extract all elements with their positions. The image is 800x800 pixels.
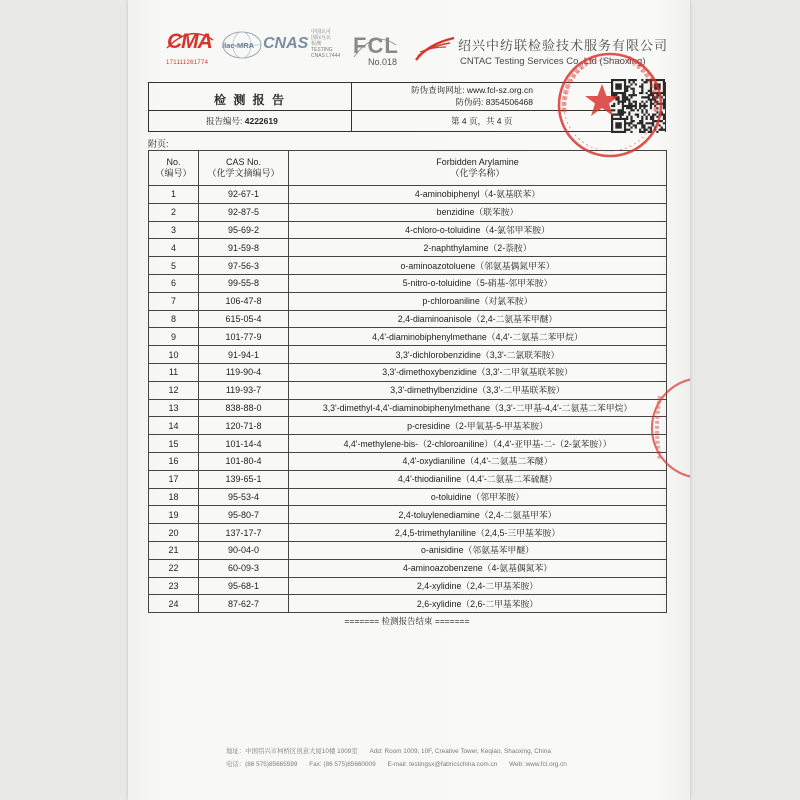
cell-cas-number: 101-77-9	[199, 328, 289, 346]
cell-no: 24	[149, 595, 199, 613]
table-row	[149, 203, 667, 221]
cell-no: 6	[149, 274, 199, 292]
cell-cas-number: 97-56-3	[199, 257, 289, 275]
cell-arylamine-name: 2,4-toluylenediamine（2,4-二氨基甲苯）	[289, 506, 667, 524]
verify-url: 防伪查询网址: www.fcl-sz.org.cn	[411, 85, 533, 95]
cell-arylamine-name: o-toluidine（邻甲苯胺）	[289, 488, 667, 506]
cell-arylamine-name: 3,3'-dimethyl-4,4'-diaminobiphenylmethane（3,3'-二甲基-4,4'-二氨基二苯甲烷）	[289, 399, 667, 417]
cell-arylamine-name: 3,3'-dichlorobenzidine（3,3'-二氯联苯胺）	[289, 346, 667, 364]
cell-cas-number: 87-62-7	[199, 595, 289, 613]
table-row	[149, 274, 667, 292]
website: Web: www.fcl.org.cn	[509, 761, 567, 768]
cma-number: 171111261774	[166, 60, 209, 66]
cell-cas-number: 137-17-7	[199, 524, 289, 542]
address-cn: 地址：中国绍兴市柯桥区创意大厦10楼 1009室	[226, 748, 358, 755]
company-name-en: CNTAC Testing Services Co.,Ltd (Shaoxing)	[460, 56, 646, 67]
red-seal-icon	[550, 46, 670, 166]
cell-no: 2	[149, 203, 199, 221]
cnas-note-line: 检测	[311, 41, 322, 47]
header-cas-en: CAS No.	[225, 157, 261, 167]
table-row	[149, 221, 667, 239]
table-row	[149, 346, 667, 364]
cell-arylamine-name: 4-aminoazobenzene（4-氨基偶氮苯）	[289, 559, 667, 577]
cell-arylamine-name: 2,4-diaminoanisole（2,4-二氨基苯甲醚）	[289, 310, 667, 328]
cell-arylamine-name: 2,6-xylidine（2,6-二甲基苯胺）	[289, 595, 667, 613]
table-row	[149, 595, 667, 613]
table-row	[149, 310, 667, 328]
header-no-en: No.	[166, 157, 181, 167]
table-row	[149, 292, 667, 310]
cell-no: 3	[149, 221, 199, 239]
fcl-logo-text: FCL	[353, 33, 399, 58]
cell-no: 18	[149, 488, 199, 506]
header-cas-cn: （化学文摘编号）	[207, 168, 280, 178]
table-row	[149, 257, 667, 275]
cell-cas-number: 99-55-8	[199, 274, 289, 292]
address-en: Add: Room 1009, 10F, Creative Tower, Keqiao, Shaoxing, China	[369, 748, 551, 755]
table-row	[149, 577, 667, 595]
cell-arylamine-name: 3,3'-dimethylbenzidine（3,3'-二甲基联苯胺）	[289, 381, 667, 399]
table-row	[149, 417, 667, 435]
cell-no: 22	[149, 559, 199, 577]
cell-no: 20	[149, 524, 199, 542]
fax: Fax: (86 575)85660009	[309, 761, 376, 768]
header-arylamine-en: Forbidden Arylamine	[436, 157, 519, 167]
cell-arylamine-name: p-cresidine（2-甲氧基-5-甲基苯胺）	[289, 417, 667, 435]
cell-no: 13	[149, 399, 199, 417]
cell-cas-number: 119-90-4	[199, 363, 289, 381]
forbidden-arylamine-table	[148, 150, 667, 613]
appendix-label: 附页:	[148, 139, 169, 149]
cell-no: 16	[149, 452, 199, 470]
cell-no: 7	[149, 292, 199, 310]
table-row	[149, 381, 667, 399]
cell-no: 21	[149, 541, 199, 559]
cell-arylamine-name: o-anisidine（邻氨基苯甲醚）	[289, 541, 667, 559]
anti-counterfeit-code: 防伪码: 8354506468	[455, 97, 533, 107]
table-row	[149, 435, 667, 453]
cell-arylamine-name: p-chloroaniline（对氯苯胺）	[289, 292, 667, 310]
cell-arylamine-name: 3,3'-dimethoxybenzidine（3,3'-二甲氧基联苯胺）	[289, 363, 667, 381]
cell-arylamine-name: 4,4'-thiodianiline（4,4'-二氨基二苯硫醚）	[289, 470, 667, 488]
table-row	[149, 488, 667, 506]
cell-arylamine-name: 4-chloro-o-toluidine（4-氯邻甲苯胺）	[289, 221, 667, 239]
report-title: 检 测 报 告	[213, 93, 286, 107]
company-name-cn: 绍兴中纺联检验技术服务有限公司	[458, 38, 669, 53]
fcl-number: No.018	[368, 57, 398, 67]
footer-contact	[226, 759, 577, 768]
anti-counterfeit-info	[352, 84, 533, 108]
cell-cas-number: 95-80-7	[199, 506, 289, 524]
table-row	[149, 328, 667, 346]
cell-no: 23	[149, 577, 199, 595]
cell-cas-number: 615-05-4	[199, 310, 289, 328]
cell-no: 11	[149, 363, 199, 381]
cnas-accreditation-note	[311, 29, 347, 59]
table-row	[149, 559, 667, 577]
cell-cas-number: 838-88-0	[199, 399, 289, 417]
cell-no: 5	[149, 257, 199, 275]
cell-arylamine-name: 4-aminobiphenyl（4-氨基联苯）	[289, 186, 667, 204]
table-row	[149, 506, 667, 524]
cell-cas-number: 95-68-1	[199, 577, 289, 595]
table-body	[149, 186, 667, 613]
page-info: 第 4 页，共 4 页	[451, 116, 513, 126]
header-cas	[199, 151, 289, 186]
table-row	[149, 452, 667, 470]
telephone: 电话：(86 575)85665599	[226, 761, 298, 768]
cell-cas-number: 60-09-3	[199, 559, 289, 577]
cell-no: 10	[149, 346, 199, 364]
cnas-note-line: 中国认可	[311, 29, 332, 35]
cell-no: 1	[149, 186, 199, 204]
cell-no: 12	[149, 381, 199, 399]
header-no	[149, 151, 199, 186]
cell-arylamine-name: 4,4'-diaminobiphenylmethane（4,4'-二氨基二苯甲烷）	[289, 328, 667, 346]
end-of-report-marker: ======= 检测报告结束 =======	[344, 616, 470, 626]
cell-no: 9	[149, 328, 199, 346]
cell-cas-number: 139-65-1	[199, 470, 289, 488]
table-row	[149, 524, 667, 542]
report-number-value: 4222619	[244, 116, 278, 126]
email: E-mail: testingsx@fabricschina.com.cn	[387, 761, 498, 768]
cell-arylamine-name: 4,4'-methylene-bis-（2-chloroaniline）（4,4'-亚甲基-二-（2-氯苯胺））	[289, 435, 667, 453]
cell-cas-number: 95-53-4	[199, 488, 289, 506]
header-no-cn: （编号）	[155, 168, 192, 178]
cnas-note-line: 国际互认	[311, 35, 332, 41]
table-row	[149, 363, 667, 381]
report-number	[206, 115, 278, 127]
cell-cas-number: 91-94-1	[199, 346, 289, 364]
cell-cas-number: 92-67-1	[199, 186, 289, 204]
report-number-label: 报告编号:	[206, 116, 243, 126]
partial-seal-icon	[640, 368, 690, 490]
cell-no: 17	[149, 470, 199, 488]
table-row	[149, 470, 667, 488]
cell-no: 14	[149, 417, 199, 435]
cell-cas-number: 119-93-7	[199, 381, 289, 399]
company-swoosh-icon	[414, 34, 456, 64]
cell-cas-number: 92-87-5	[199, 203, 289, 221]
cell-no: 15	[149, 435, 199, 453]
cell-arylamine-name: benzidine（联苯胺）	[289, 203, 667, 221]
cell-arylamine-name: 2,4,5-trimethylaniline（2,4,5-三甲基苯胺）	[289, 524, 667, 542]
cell-cas-number: 101-14-4	[199, 435, 289, 453]
cell-cas-number: 90-04-0	[199, 541, 289, 559]
cell-cas-number: 120-71-8	[199, 417, 289, 435]
cell-cas-number: 91-59-8	[199, 239, 289, 257]
footer-address	[226, 746, 561, 755]
cell-cas-number: 106-47-8	[199, 292, 289, 310]
table-row	[149, 239, 667, 257]
cell-cas-number: 95-69-2	[199, 221, 289, 239]
cell-no: 8	[149, 310, 199, 328]
cma-logo-text: CMA	[167, 30, 212, 53]
cell-no: 4	[149, 239, 199, 257]
table-row	[149, 541, 667, 559]
cell-cas-number: 101-80-4	[199, 452, 289, 470]
table-row	[149, 399, 667, 417]
cell-arylamine-name: 2,4-xylidine（2,4-二甲基苯胺）	[289, 577, 667, 595]
cell-no: 19	[149, 506, 199, 524]
cnas-note-line: CNAS L7444	[311, 53, 341, 59]
cell-arylamine-name: 4,4'-oxydianiline（4,4'-二氨基二苯醚）	[289, 452, 667, 470]
cell-arylamine-name: 5-nitro-o-toluidine（5-硝基-邻甲苯胺）	[289, 274, 667, 292]
header-arylamine-cn: （化学名称）	[450, 168, 505, 178]
ilac-mra-logo-text: ilac-MRA	[222, 41, 255, 50]
cell-arylamine-name: 2-naphthylamine（2-萘胺）	[289, 239, 667, 257]
cell-arylamine-name: o-aminoazotoluene（邻氨基偶氮甲苯）	[289, 257, 667, 275]
cnas-note-line: TESTING	[311, 47, 333, 53]
table-row	[149, 186, 667, 204]
cnas-logo-text: CNAS	[263, 35, 309, 52]
